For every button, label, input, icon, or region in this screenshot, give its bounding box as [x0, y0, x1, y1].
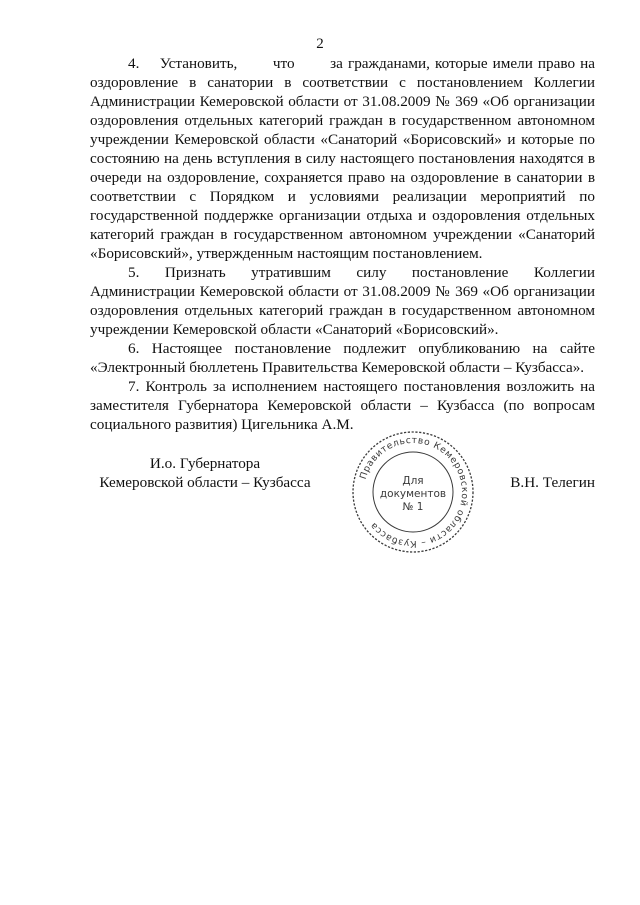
official-stamp: [349, 428, 477, 556]
paragraph-5: 5. Признать утратившим силу постановление Коллегии Администрации Кемеровской области от 31.08.2009 № 369 «Об организации оздоровления отдельных категорий граждан в государственном автономном учреждении Кемеровской области «Санаторий «Борисовский».: [90, 264, 595, 338]
page-number: 2: [316, 36, 324, 52]
stamp-center-line-1: Для: [402, 475, 424, 487]
paragraph-4: 4. Установить, что за гражданами, которые имели право на оздоровление в санатории в соответствии с постановлением Коллегии Администрации Кемеровской области от 31.08.2009 № 369 «Об организации оздоровления отдельных категорий граждан в государственном автономном учреждении Кемеровской области «Санаторий «Борисовский» и которые по состоянию на день вступления в силу настоящего постановления находятся в очереди на оздоровление, сохраняется право на оздоровление в санатории в соответствии с Порядком и условиями реализации мероприятий по государственной поддержке организации отдыха и оздоровления отдельных категорий граждан в государственном автономном учреждении «Санаторий «Борисовский», утвержденным настоящим постановлением.: [90, 55, 595, 262]
signatory-title-line-1: И.о. Губернатора: [149, 455, 261, 472]
stamp-ring-text: Правительство Кемеровской области – Кузбасса: [357, 434, 471, 550]
document-body: [90, 54, 595, 434]
stamp-center-line-3: № 1: [402, 501, 424, 513]
paragraph-7: 7. Контроль за исполнением настоящего постановления возложить на заместителя Губернатора Кемеровской области – Кузбасса (по вопросам социального развития) Цигельника А.М.: [90, 378, 595, 433]
signatory-title: [90, 454, 320, 492]
signatory-name: В.Н. Телегин: [510, 474, 595, 491]
signature-block: [90, 434, 595, 566]
paragraph-6: 6. Настоящее постановление подлежит опубликованию на сайте «Электронный бюллетень Правительства Кемеровской области – Кузбасса».: [90, 340, 595, 376]
stamp-center-line-2: документов: [379, 488, 447, 500]
signatory-title-line-2: Кемеровской области – Кузбасса: [99, 474, 311, 491]
